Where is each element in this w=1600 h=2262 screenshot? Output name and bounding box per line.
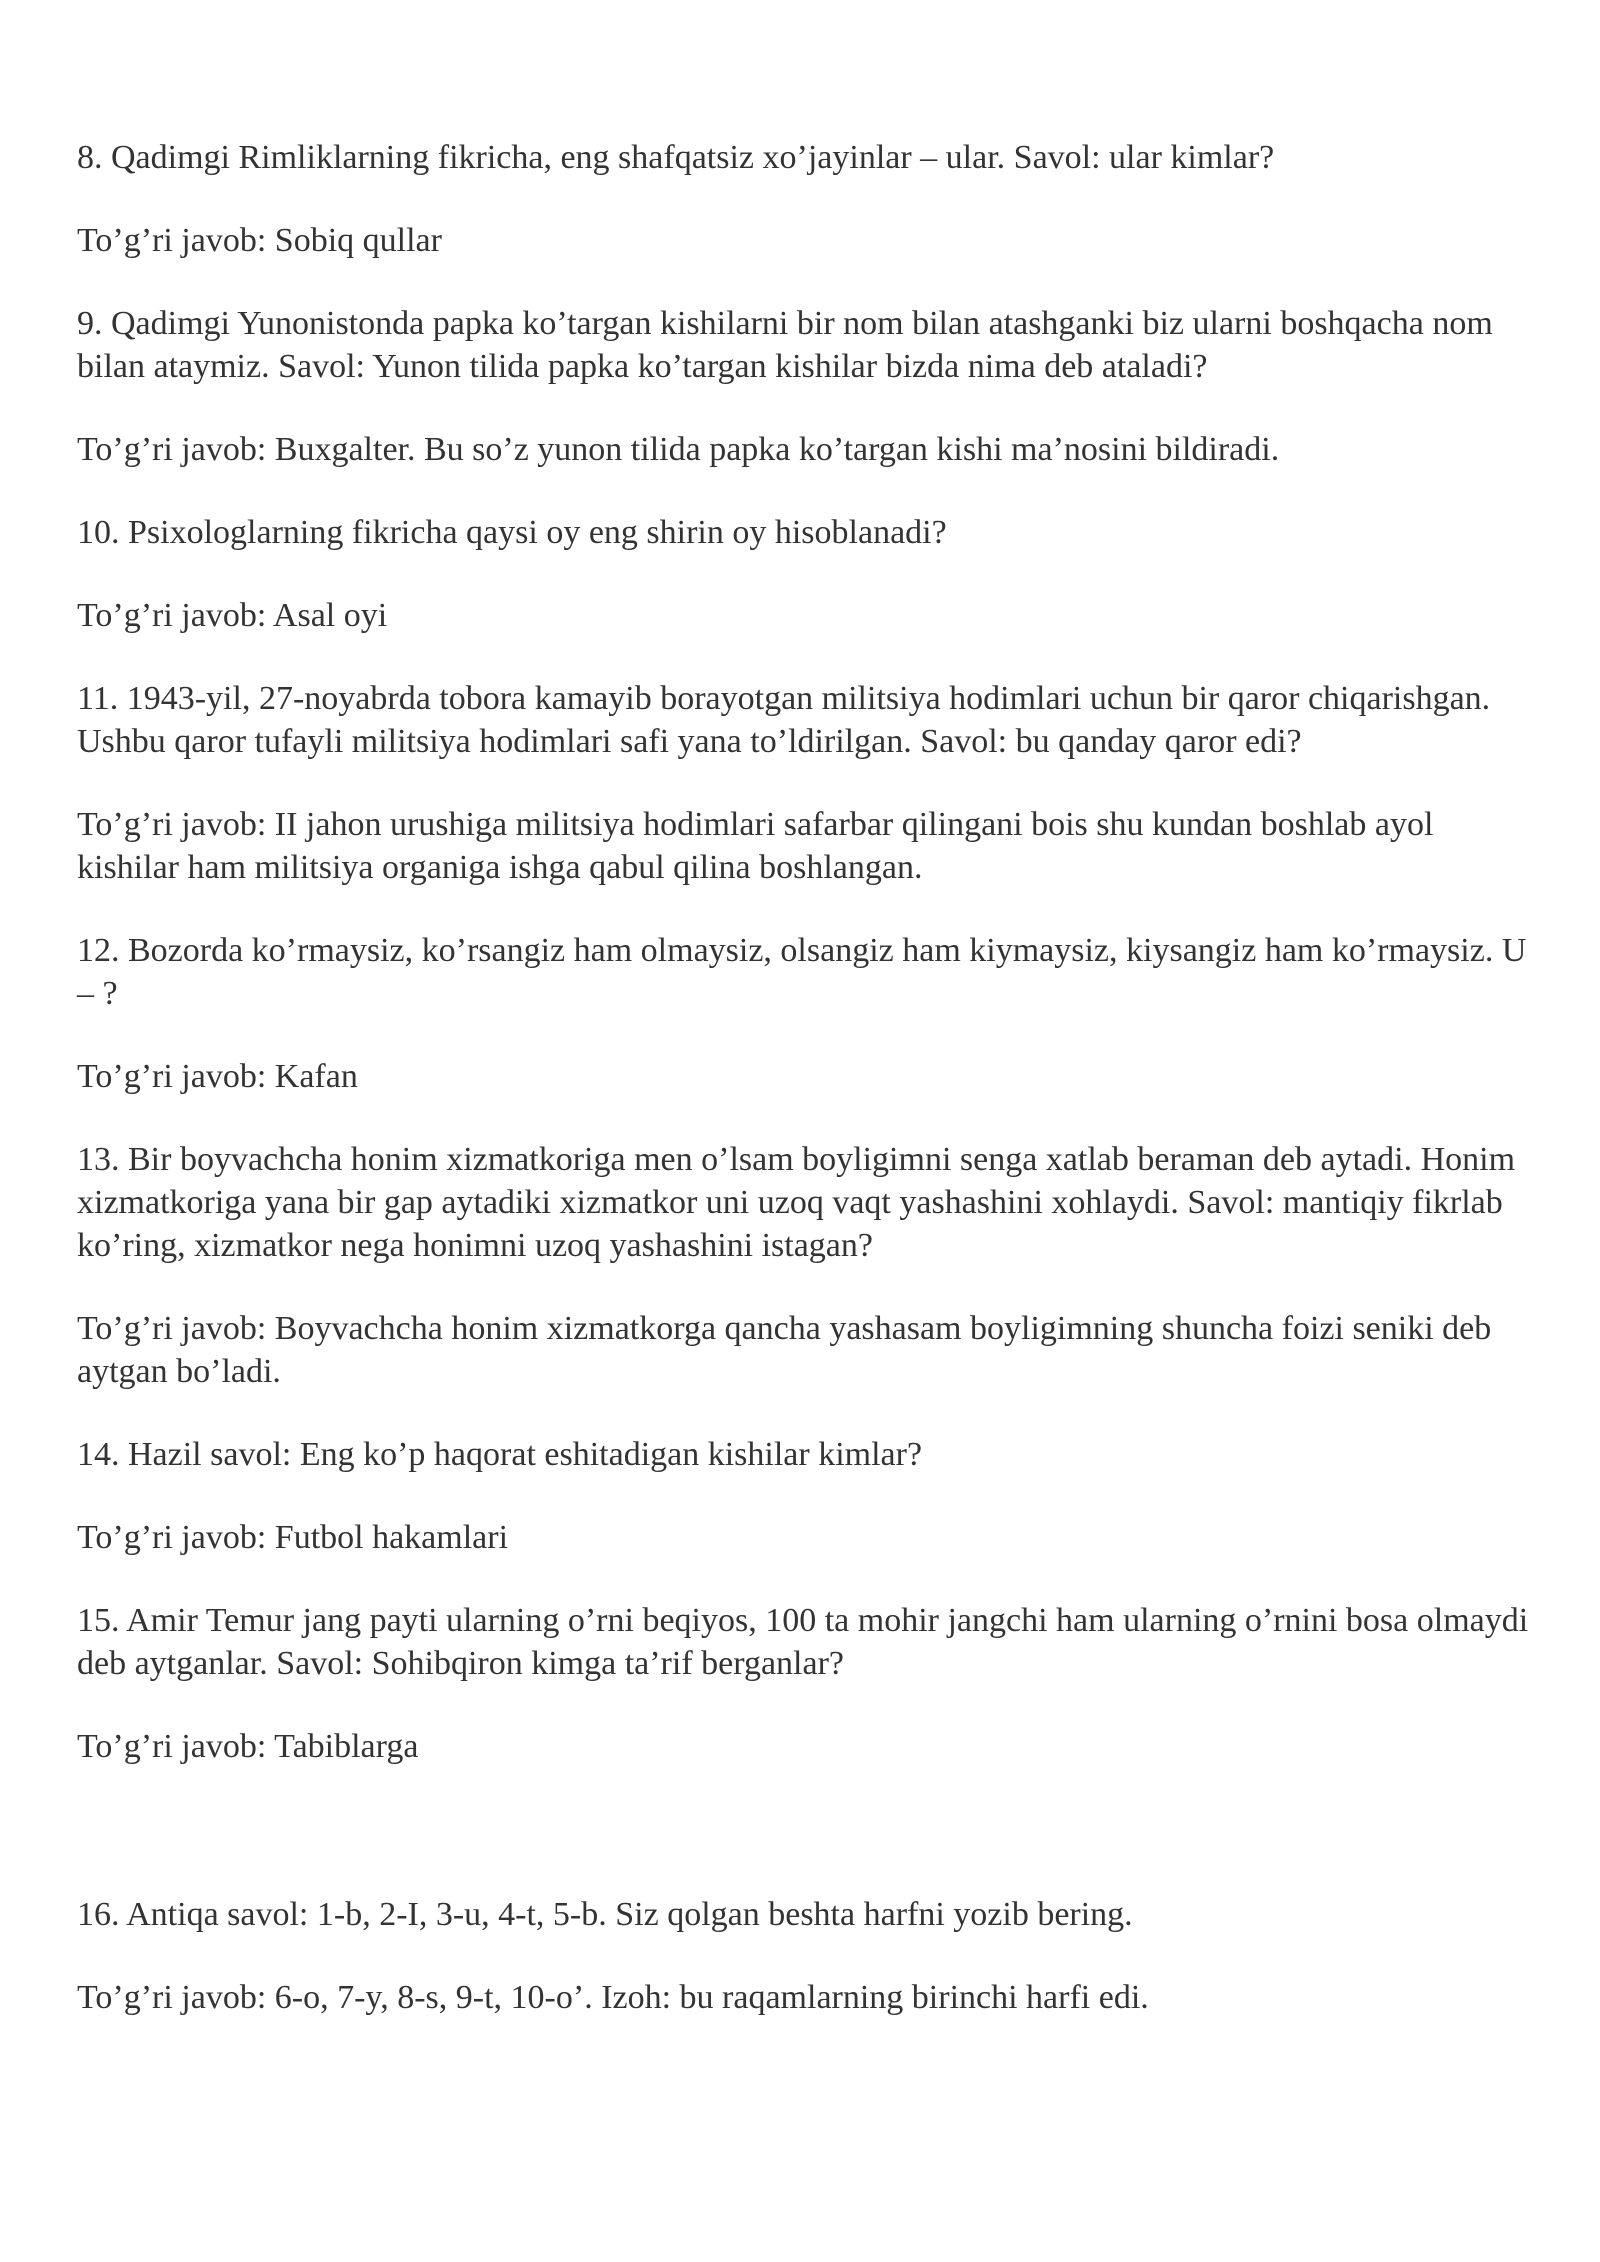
answer-13: To’g’ri javob: Boyvachcha honim xizmatkorga qancha yashasam boyligimning shuncha foizi seniki deb aytgan bo’ladi. — [77, 1310, 1492, 1390]
question-10: 10. Psixologlarning fikricha qaysi oy eng shirin oy hisoblanadi? — [77, 514, 947, 551]
answer-12: To’g’ri javob: Kafan — [77, 1058, 358, 1095]
answer-16: To’g’ri javob: 6-o, 7-y, 8-s, 9-t, 10-o’. Izoh: bu raqamlarning birinchi harfi edi. — [77, 1979, 1149, 2016]
answer-11: To’g’ri javob: II jahon urushiga militsiya hodimlari safarbar qilingani bois shu kundan boshlab ayol kishilar ham militsiya organiga ishga qabul qilina boshlangan. — [77, 806, 1434, 886]
question-12: 12. Bozorda ko’rmaysiz, ko’rsangiz ham olmaysiz, olsangiz ham kiymaysiz, kiysangiz ham ko’rmaysiz. U – ? — [77, 932, 1527, 1012]
question-16: 16. Antiqa savol: 1-b, 2-I, 3-u, 4-t, 5-b. Siz qolgan beshta harfni yozib bering. — [77, 1896, 1133, 1933]
answer-8: To’g’ri javob: Sobiq qullar — [77, 222, 442, 259]
question-14: 14. Hazil savol: Eng ko’p haqorat eshitadigan kishilar kimlar? — [77, 1436, 923, 1473]
answer-15: To’g’ri javob: Tabiblarga — [77, 1728, 419, 1765]
question-11: 11. 1943-yil, 27-noyabrda tobora kamayib borayotgan militsiya hodimlari uchun bir qaror chiqarishgan. Ushbu qaror tufayli militsiya hodimlari safi yana to’ldirilgan. Savol: bu qanday qaror edi? — [77, 680, 1491, 760]
document-page — [77, 136, 1537, 2059]
answer-14: To’g’ri javob: Futbol hakamlari — [77, 1519, 509, 1556]
answer-10: To’g’ri javob: Asal oyi — [77, 597, 388, 634]
answer-9: To’g’ri javob: Buxgalter. Bu so’z yunon tilida papka ko’targan kishi ma’nosini bildiradi. — [77, 431, 1280, 468]
question-15: 15. Amir Temur jang payti ularning o’rni beqiyos, 100 ta mohir jangchi ham ularning o’rnini bosa olmaydi deb aytganlar. Savol: Sohibqiron kimga ta’rif berganlar? — [77, 1602, 1529, 1682]
question-13: 13. Bir boyvachcha honim xizmatkoriga men o’lsam boyligimni senga xatlab beraman deb aytadi. Honim xizmatkoriga yana bir gap aytadiki xizmatkor uni uzoq vaqt yashashini xohlaydi. Savol: mantiqiy fikrlab ko’ring, xizmatkor nega honimni uzoq yashashini istagan? — [77, 1141, 1516, 1264]
question-9: 9. Qadimgi Yunonistonda papka ko’targan kishilarni bir nom bilan atashganki biz ularni boshqacha nom bilan ataymiz. Savol: Yunon tilida papka ko’targan kishilar bizda nima deb ataladi? — [77, 305, 1493, 385]
blank-space — [77, 1808, 1537, 1893]
question-8: 8. Qadimgi Rimliklarning fikricha, eng shafqatsiz xo’jayinlar – ular. Savol: ular kimlar? — [77, 139, 1275, 176]
